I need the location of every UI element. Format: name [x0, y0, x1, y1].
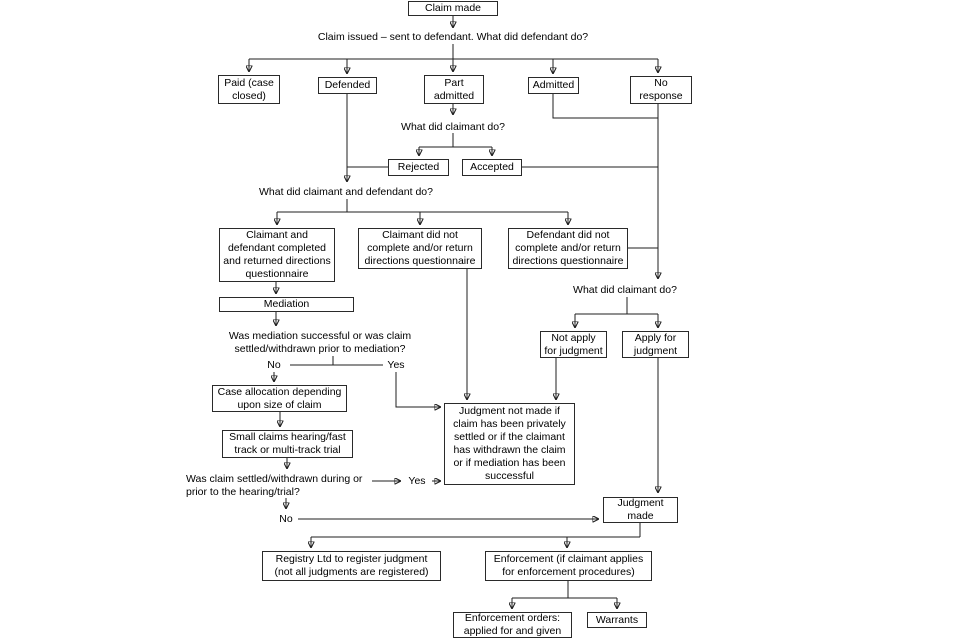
- node-case-allocation: Case allocation depending upon size of claim: [212, 385, 347, 412]
- node-completed-questionnaire: Claimant and defendant completed and returned directions questionnaire: [219, 228, 335, 282]
- node-enforcement: Enforcement (if claimant applies for enforcement procedures): [485, 551, 652, 581]
- node-paid-case-closed: Paid (case closed): [218, 75, 280, 104]
- node-defendant-not-questionnaire: Defendant did not complete and/or return directions questionnaire: [508, 228, 628, 269]
- node-not-apply-judgment: Not apply for judgment: [540, 331, 607, 358]
- node-accepted: Accepted: [462, 159, 522, 176]
- node-enforcement-orders: Enforcement orders: applied for and given: [453, 612, 572, 638]
- node-claim-made: Claim made: [408, 1, 498, 16]
- edge-question-both-branch: [277, 199, 568, 212]
- label-question-mediation: Was mediation successful or was claim settled/withdrawn prior to mediation?: [228, 330, 412, 355]
- node-apply-judgment: Apply for judgment: [622, 331, 689, 358]
- node-warrants: Warrants: [587, 612, 647, 628]
- node-small-claims-hearing: Small claims hearing/fast track or multi-track trial: [222, 430, 353, 458]
- node-registry: Registry Ltd to register judgment (not all judgments are registered): [262, 551, 441, 581]
- label-yes-1: Yes: [387, 359, 405, 371]
- label-no-2: No: [279, 513, 293, 525]
- node-judgment-made: Judgment made: [603, 497, 678, 523]
- label-question-claimant-defendant: What did claimant and defendant do?: [259, 186, 433, 198]
- node-rejected: Rejected: [388, 159, 449, 176]
- node-defended: Defended: [318, 77, 377, 94]
- edge-question-claimant1-branch: [419, 133, 492, 147]
- node-judgment-not-made: Judgment not made if claim has been privately settled or if the claimant has withdrawn the claim or if mediation has been successful: [444, 403, 575, 485]
- label-yes-2: Yes: [408, 475, 426, 487]
- edge-enforcement-branch: [512, 581, 617, 598]
- arrow-yes1-to-judgment-not-made: [396, 372, 440, 407]
- edge-question-defendant-branch: [249, 44, 658, 59]
- node-part-admitted: Part admitted: [424, 75, 484, 104]
- label-question-claimant-2: What did claimant do?: [573, 284, 677, 296]
- node-admitted: Admitted: [528, 77, 579, 94]
- edge-no-yes-row: [290, 356, 383, 365]
- edge-question-claimant2-branch: [575, 297, 658, 314]
- node-mediation: Mediation: [219, 297, 354, 312]
- label-question-defendant: Claim issued – sent to defendant. What did defendant do?: [317, 31, 589, 43]
- label-question-claimant-1: What did claimant do?: [401, 121, 505, 133]
- label-question-settled: Was claim settled/withdrawn during or prior to the hearing/trial?: [186, 473, 363, 498]
- node-claimant-not-questionnaire: Claimant did not complete and/or return directions questionnaire: [358, 228, 482, 269]
- edge-judgment-made-branch: [311, 523, 640, 537]
- node-no-response: No response: [630, 76, 692, 104]
- label-no-1: No: [267, 359, 281, 371]
